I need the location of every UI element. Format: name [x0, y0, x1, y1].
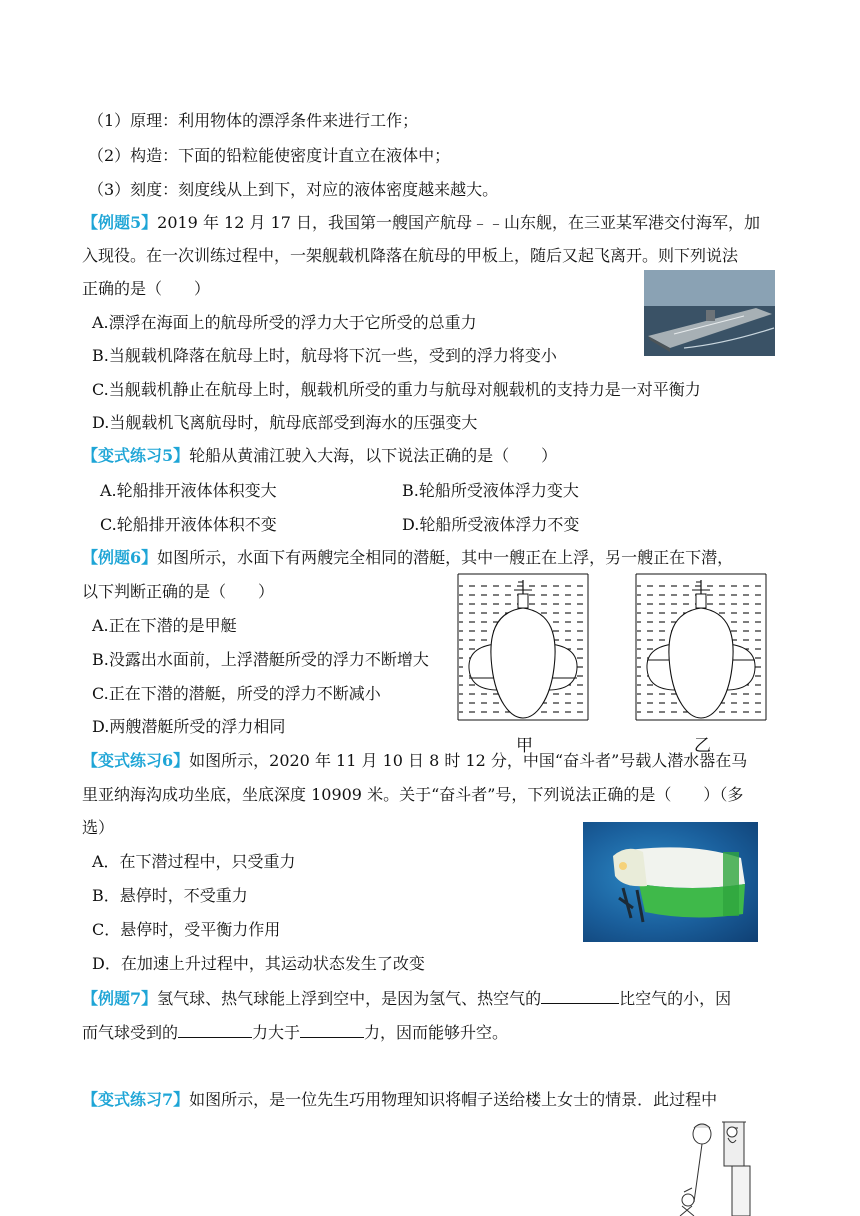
var6-option-a: A．在下潜过程中，只受重力 [92, 852, 296, 871]
ex6-text: 如图所示，水面下有两艘完全相同的潜艇，其中一艘正在上浮，另一艘正在下潜， [157, 548, 734, 567]
var6-option-d: D．在加速上升过程中，其运动状态发生了改变 [92, 954, 425, 973]
ex6-line-1 [82, 548, 733, 568]
ex7-text-d: 力大于 [252, 1023, 301, 1042]
ex7-blank-3[interactable] [300, 1021, 364, 1038]
ex5-option-a: A.漂浮在海面上的航母所受的浮力大于它所受的总重力 [92, 313, 477, 332]
var6-tag: 【变式练习6】 [82, 751, 190, 770]
var5-tag: 【变式练习5】 [82, 446, 190, 465]
ex6-tag: 【例题6】 [82, 548, 158, 567]
ex7-text-a: 氢气球、热气球能上浮到空中，是因为氢气、热空气的 [157, 989, 542, 1008]
figure-label-jia: 甲 [516, 736, 533, 756]
var5-option-a: A.轮船排开液体体积变大 [100, 481, 277, 500]
var5-stem [82, 446, 557, 466]
ex6-option-a: A.正在下潜的是甲艇 [92, 616, 237, 635]
ex5-line-1 [82, 213, 760, 233]
var6-option-c: C．悬停时，受平衡力作用 [92, 920, 281, 939]
ex6-line-2: 以下判断正确的是（ ） [82, 582, 275, 601]
ex7-blank-2[interactable] [178, 1021, 252, 1038]
submersible-icon [583, 822, 758, 942]
hat-balloon-illustration [672, 1118, 754, 1216]
ex6-option-d: D.两艘潜艇所受的浮力相同 [92, 717, 286, 736]
var7-text: 如图所示，是一位先生巧用物理知识将帽子送给楼上女士的情景．此过程中 [189, 1090, 718, 1109]
var5-option-c: C.轮船排开液体体积不变 [100, 515, 277, 534]
figure-label-yi: 乙 [694, 736, 711, 756]
var6-text: 如图所示，2020 年 11 月 10 日 8 时 12 分，中国“奋斗者”号载人潜水器在马 [189, 751, 748, 770]
ex6-option-c: C.正在下潜的潜艇，所受的浮力不断减小 [92, 684, 381, 703]
ex5-tag: 【例题5】 [82, 213, 158, 232]
ex7-tag: 【例题7】 [82, 989, 158, 1008]
ex7-text-e: 力，因而能够升空。 [364, 1023, 509, 1042]
var7-tag: 【变式练习7】 [82, 1090, 190, 1109]
ex5-option-b: B.当舰载机降落在航母上时，航母将下沉一些，受到的浮力将变小 [92, 346, 557, 365]
var6-line-3: 选） [82, 818, 115, 837]
aircraft-carrier-icon [644, 270, 775, 356]
ex7-blank-1[interactable] [541, 987, 619, 1004]
var7-stem [82, 1090, 717, 1110]
submarine-jia [458, 574, 588, 720]
ex5-option-c: C.当舰载机静止在航母上时，舰载机所受的重力与航母对舰载机的支持力是一对平衡力 [92, 380, 701, 399]
var6-line-1 [82, 751, 747, 771]
ex7-line-2 [82, 1021, 508, 1043]
ex6-option-b: B.没露出水面前，上浮潜艇所受的浮力不断增大 [92, 650, 429, 669]
ex7-text-b: 比空气的小，因 [619, 989, 732, 1008]
principle-line-1: （1）原理：利用物体的漂浮条件来进行工作； [88, 111, 419, 130]
aircraft-carrier-photo [644, 270, 775, 356]
ex5-option-d: D.当舰载机飞离航母时，航母底部受到海水的压强变大 [92, 413, 478, 432]
ex5-line-2: 入现役。在一次训练过程中，一架舰载机降落在航母的甲板上，随后又起飞离开。则下列说法 [82, 246, 739, 265]
var6-line-2: 里亚纳海沟成功坐底，坐底深度 10909 米。关于“奋斗者”号，下列说法正确的是（ ）（多 [82, 785, 744, 804]
ex5-line-3: 正确的是（ ） [82, 279, 211, 298]
var6-option-b: B．悬停时，不受重力 [92, 886, 248, 905]
principle-line-2: （2）构造：下面的铅粒能使密度计直立在液体中； [88, 146, 451, 165]
submersible-photo [583, 822, 758, 942]
submarine-figure [456, 572, 776, 722]
submarine-yi [636, 574, 766, 720]
var5-option-b: B.轮船所受液体浮力变大 [402, 481, 579, 500]
var5-option-d: D.轮船所受液体浮力不变 [402, 515, 580, 534]
var5-text: 轮船从黄浦江驶入大海，以下说法正确的是（ ） [189, 446, 558, 465]
ex7-text-c: 而气球受到的 [82, 1023, 179, 1042]
ex7-line-1 [82, 987, 731, 1009]
ex5-text: 2019 年 12 月 17 日，我国第一艘国产航母﹣﹣山东舰，在三亚某军港交付海军，加 [157, 213, 761, 232]
principle-line-3: （3）刻度：刻度线从上到下，对应的液体密度越来越大。 [88, 180, 499, 199]
